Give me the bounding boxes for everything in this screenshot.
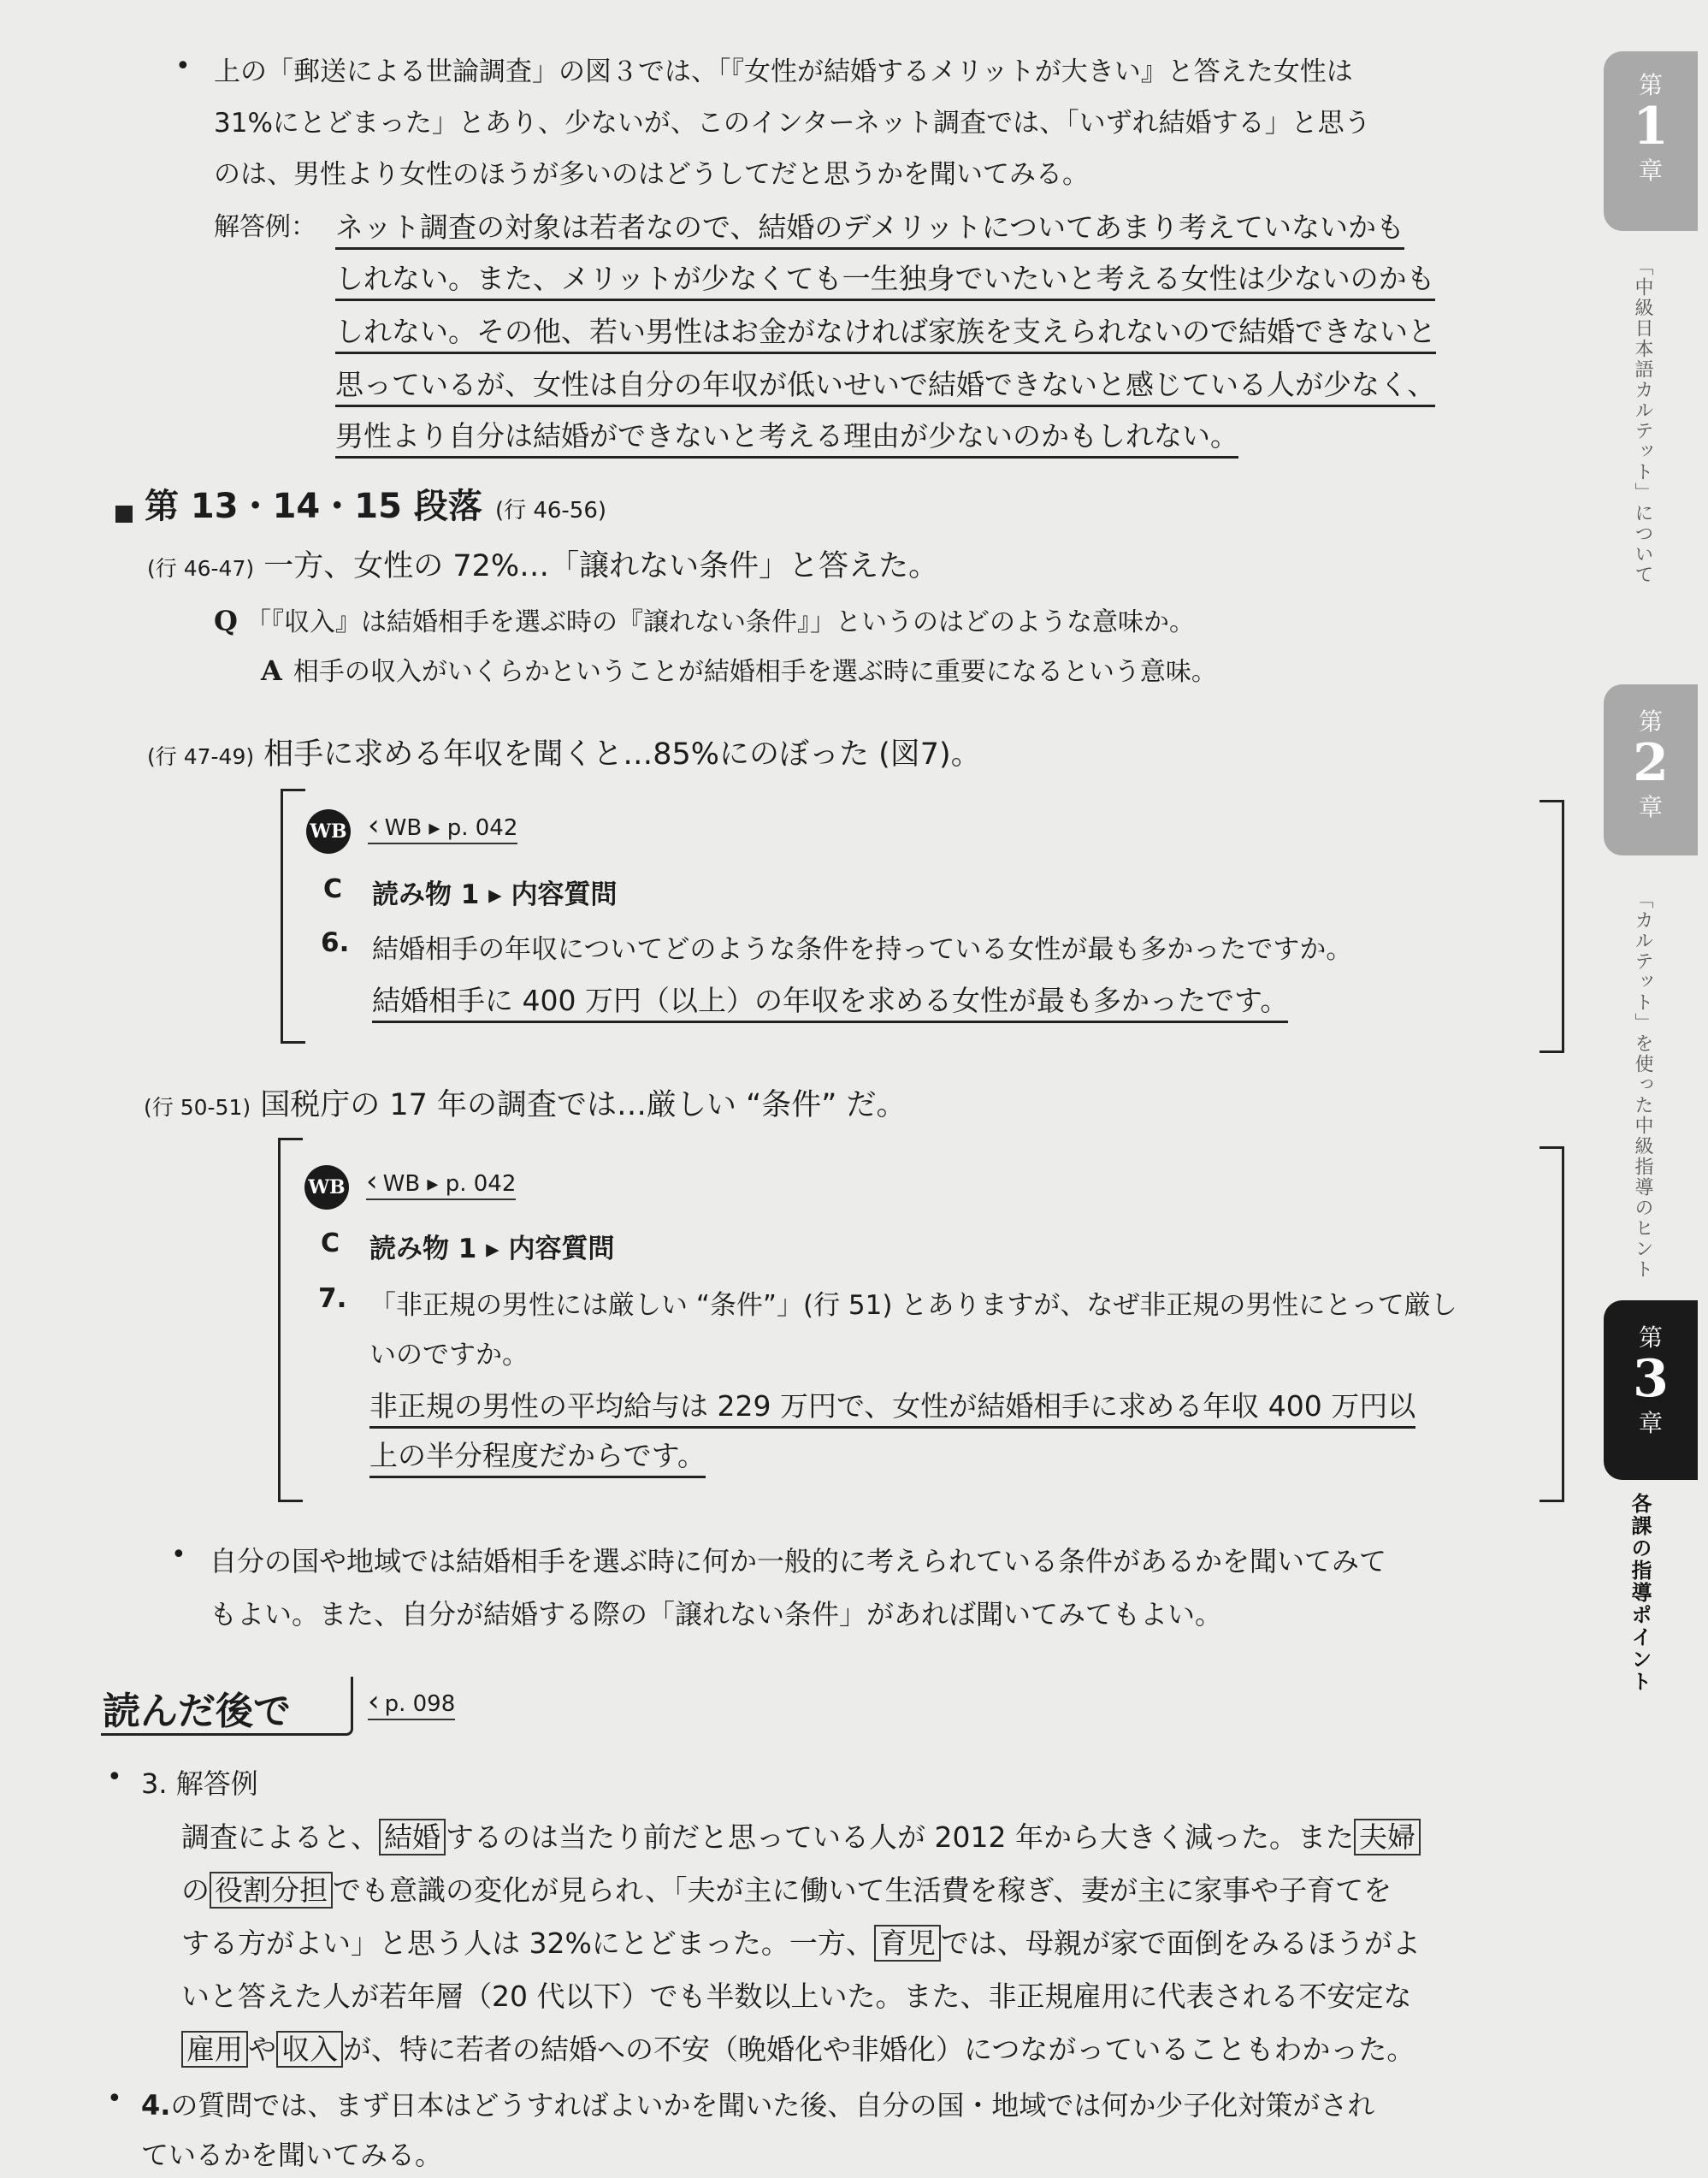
text: でも意識の変化が見られ、「夫が主に働いて生活費を稼ぎ、妻が主に家事や子育てを bbox=[333, 1873, 1392, 1907]
answer-line-5: 男性より自分は結婚ができないと考える理由が少ないのかもしれない。 bbox=[335, 414, 1238, 459]
c-label: C bbox=[323, 874, 343, 904]
answer-line-4: 思っているが、女性は自分の年収が低いせいで結婚できないと感じている人が少なく、 bbox=[335, 363, 1435, 407]
after-reading-ref[interactable] bbox=[368, 1684, 456, 1720]
keyword-box: 収入 bbox=[276, 2031, 343, 2068]
item3-line-2 bbox=[181, 1868, 1392, 1909]
chevron-left-icon: ‹ bbox=[366, 1164, 378, 1198]
line-text: 相手に求める年収を聞くと…85%にのぼった (図7)。 bbox=[263, 737, 981, 772]
wb-box-2-right-bracket bbox=[1540, 1146, 1564, 1502]
bullet2-line-2: もよい。また、自分が結婚する際の「譲れない条件」があれば聞いてみてもよい。 bbox=[210, 1598, 1223, 1631]
tab-prefix: 第 bbox=[1638, 1323, 1663, 1352]
tab-suffix: 章 bbox=[1638, 793, 1663, 821]
wb-ref-text: WB ▸ p. 042 bbox=[382, 1171, 517, 1197]
q-text: 「『収入』は結婚相手を選ぶ時の『譲れない条件』」というのはどのような意味か。 bbox=[245, 607, 1195, 637]
c-label: C bbox=[321, 1228, 340, 1258]
wb-ref-1[interactable] bbox=[368, 808, 518, 844]
answer-line-3: しれない。その他、若い男性はお金がなければ家族を支えられないので結婚できないと bbox=[335, 310, 1436, 354]
tab-number: 1 bbox=[1633, 97, 1669, 157]
wb-heading: 読み物 1 ▸ 内容質問 bbox=[372, 879, 618, 910]
wb-heading: 読み物 1 ▸ 内容質問 bbox=[369, 1234, 615, 1264]
chevron-left-icon: ‹ bbox=[368, 1684, 380, 1719]
intro-line-2: 31%にとどまった」とあり、少ないが、このインターネット調査では、「いずれ結婚する」と思う bbox=[214, 108, 1371, 139]
item4-line-2: ているかを聞いてみる。 bbox=[141, 2139, 443, 2171]
keyword-box: 雇用 bbox=[181, 2031, 248, 2068]
line-ref: (行 50-51) bbox=[144, 1095, 251, 1120]
wb-answer-line-2: 上の半分程度だからです。 bbox=[369, 1434, 706, 1478]
answer-label: 解答例： bbox=[214, 212, 316, 242]
chapter-2-tab[interactable] bbox=[1604, 684, 1698, 855]
wb-answer-line-1: 非正規の男性の平均給与は 229 万円で、女性が結婚相手に求める年収 400 万円以 bbox=[369, 1384, 1415, 1429]
a-label: A bbox=[261, 654, 282, 687]
tab-prefix: 第 bbox=[1638, 71, 1663, 99]
after-reading-ref-text: p. 098 bbox=[384, 1691, 456, 1717]
chapter-1-label: 「中級日本語カルテット」について bbox=[1632, 257, 1653, 585]
question bbox=[214, 601, 1195, 638]
wb-box-1-left-bracket bbox=[281, 789, 305, 1044]
item3-label: 3. 解答例 bbox=[141, 1767, 258, 1800]
line-ref: (行 46-47) bbox=[147, 556, 255, 581]
line-text: 国税庁の 17 年の調査では…厳しい “条件” だ。 bbox=[260, 1088, 907, 1122]
answer bbox=[261, 650, 1217, 688]
line-47-49 bbox=[147, 731, 981, 773]
after-reading-title: 読んだ後で bbox=[103, 1690, 291, 1733]
wb-badge-icon: WB bbox=[306, 809, 351, 854]
tab-suffix: 章 bbox=[1638, 1409, 1663, 1437]
q-num: 6. bbox=[321, 927, 350, 958]
text: 調査によると、 bbox=[181, 1820, 379, 1854]
keyword-box: 役割分担 bbox=[210, 1872, 333, 1909]
chevron-left-icon: ‹ bbox=[368, 808, 380, 843]
bullet-dot: • bbox=[107, 1762, 122, 1792]
a-text: 相手の収入がいくらかということが結婚相手を選ぶ時に重要になるという意味。 bbox=[293, 657, 1217, 687]
chapter-3-tab[interactable] bbox=[1604, 1300, 1698, 1480]
chapter-1-tab[interactable] bbox=[1604, 51, 1698, 231]
after-reading-title-underline bbox=[101, 1733, 340, 1736]
q-label: Q bbox=[214, 605, 238, 637]
wb-question: 結婚相手の年収についてどのような条件を持っている女性が最も多かったですか。 bbox=[372, 934, 1353, 965]
item3-line-1 bbox=[181, 1815, 1421, 1855]
wb-ref-text: WB ▸ p. 042 bbox=[384, 815, 518, 841]
tab-number: 2 bbox=[1633, 733, 1669, 793]
bullet-dot: • bbox=[107, 2084, 122, 2114]
text: するのは当たり前だと思っている人が 2012 年から大きく減った。また bbox=[446, 1820, 1354, 1854]
bullet-dot: • bbox=[171, 1540, 186, 1570]
tab-suffix: 章 bbox=[1638, 157, 1663, 185]
item4-line-1 bbox=[141, 2084, 1374, 2123]
item3-line-5 bbox=[181, 2027, 1415, 2068]
chapter-2-label: 「カルテット」を使った中級指導のヒント bbox=[1632, 890, 1653, 1280]
wb-question-line-1: 「非正規の男性には厳しい “条件”」(行 51) とありますが、なぜ非正規の男性にとって厳し bbox=[369, 1290, 1457, 1321]
line-46-47 bbox=[147, 542, 938, 585]
wb-ref-2[interactable] bbox=[366, 1164, 517, 1200]
item3-line-4: いと答えた人が若年層（20 代以下）でも半数以上いた。また、非正規雇用に代表される不安定な bbox=[181, 1980, 1412, 2013]
intro-line-1: 上の「郵送による世論調査」の図３では、「『女性が結婚するメリットが大きい』と答えた女性は bbox=[214, 56, 1353, 87]
text: や bbox=[248, 2033, 276, 2066]
tab-number: 3 bbox=[1633, 1349, 1669, 1409]
section-range: (行 46-56) bbox=[494, 498, 607, 524]
keyword-box: 育児 bbox=[874, 1925, 941, 1962]
wb-box-1-right-bracket bbox=[1540, 800, 1564, 1053]
text: では、母親が家で面倒をみるほうがよ bbox=[940, 1926, 1421, 1960]
wb-answer: 結婚相手に 400 万円（以上）の年収を求める女性が最も多かったです。 bbox=[372, 979, 1288, 1023]
after-reading-bracket bbox=[335, 1677, 353, 1736]
intro-line-3: のは、男性より女性のほうが多いのはどうしてだと思うかを聞いてみる。 bbox=[214, 159, 1089, 190]
bullet-dot: • bbox=[175, 51, 191, 81]
line-ref: (行 47-49) bbox=[147, 744, 255, 769]
wb-question-line-2: いのですか。 bbox=[369, 1340, 529, 1370]
item4-text: の質問では、まず日本はどうすればよいかを聞いた後、自分の国・地域では何か少子化対策がされ bbox=[170, 2089, 1375, 2122]
q-num: 7. bbox=[318, 1283, 347, 1314]
answer-line-2: しれない。また、メリットが少なくても一生独身でいたいと考える女性は少ないのかも bbox=[335, 257, 1435, 301]
keyword-box: 夫婦 bbox=[1354, 1819, 1421, 1855]
text: が、特に若者の結婚への不安（晩婚化や非婚化）につながっていることもわかった。 bbox=[343, 2033, 1415, 2066]
section-title: 第 13・14・15 段落 bbox=[145, 487, 482, 526]
wb-box-2-left-bracket bbox=[278, 1138, 303, 1502]
text: する方がよい」と思う人は 32%にとどまった。一方、 bbox=[181, 1926, 874, 1960]
line-50-51 bbox=[144, 1081, 907, 1124]
bullet2-line-1: 自分の国や地域では結婚相手を選ぶ時に何か一般的に考えられている条件があるかを聞いてみて bbox=[210, 1545, 1387, 1577]
tab-prefix: 第 bbox=[1638, 707, 1663, 736]
section-square-icon bbox=[115, 506, 133, 523]
keyword-box: 結婚 bbox=[379, 1819, 446, 1855]
text: の bbox=[181, 1873, 210, 1907]
section-heading bbox=[115, 479, 606, 528]
wb-badge-icon: WB bbox=[304, 1165, 349, 1210]
item3-line-3 bbox=[181, 1921, 1421, 1962]
chapter-3-label: 各課の指導ポイント bbox=[1628, 1493, 1652, 1693]
line-text: 一方、女性の 72%…「譲れない条件」と答えた。 bbox=[263, 549, 939, 583]
item4-label: 4. bbox=[141, 2089, 171, 2122]
answer-line-1: ネット調査の対象は若者なので、結婚のデメリットについてあまり考えていないかも bbox=[335, 205, 1404, 250]
